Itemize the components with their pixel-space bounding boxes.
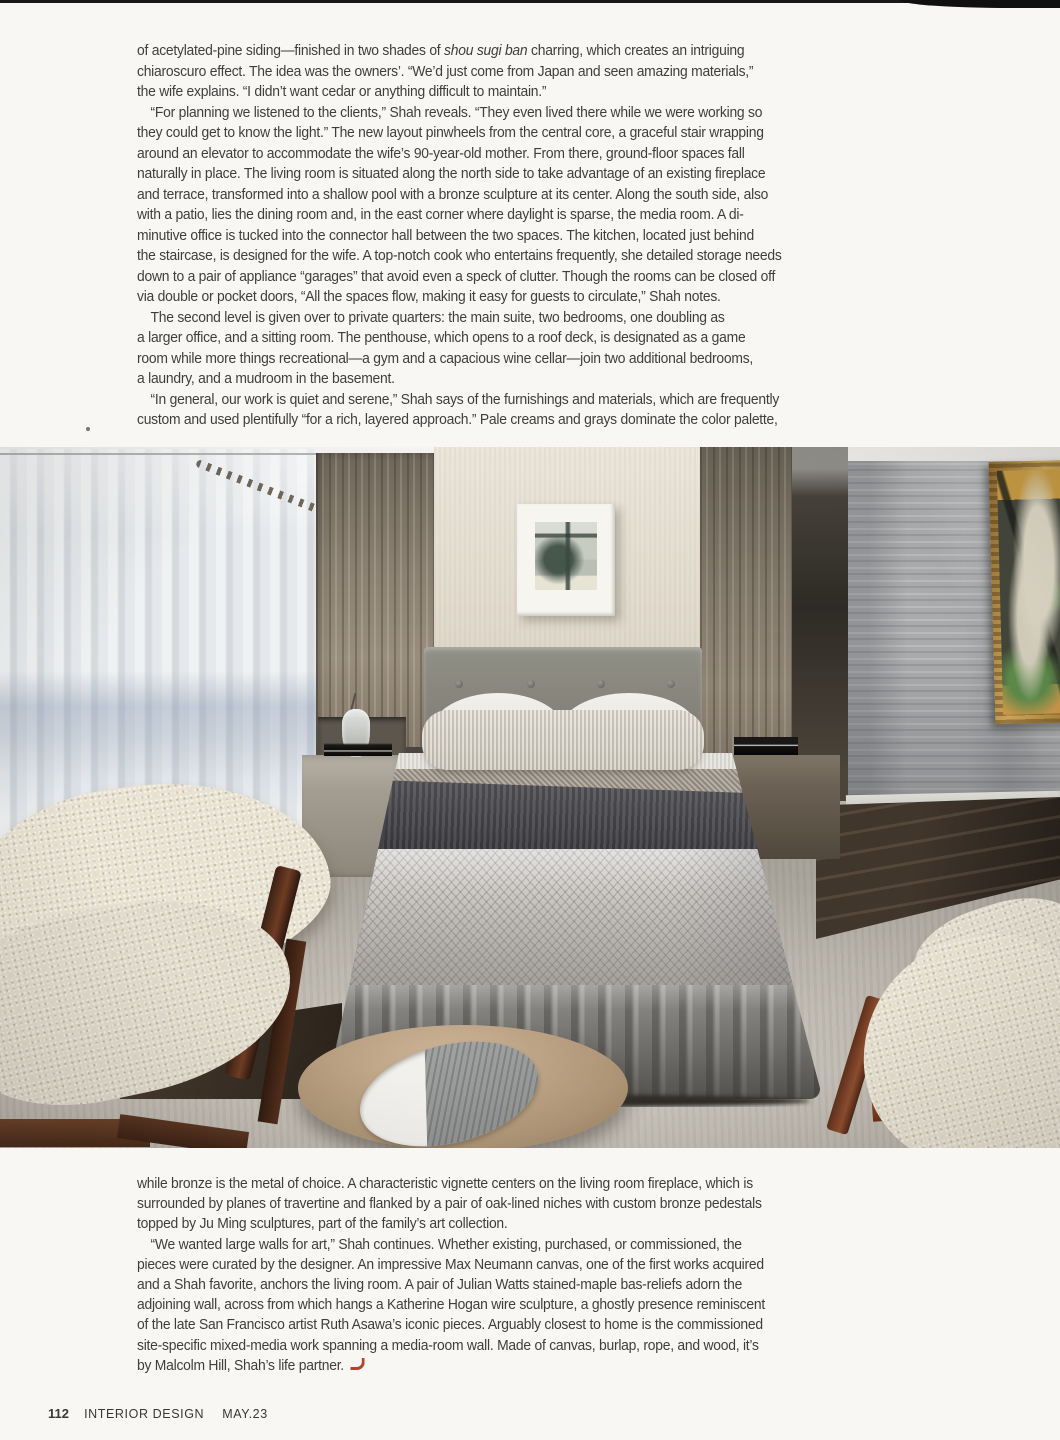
text-line: custom and used plentifully “for a rich, layered approach.” Pale creams and grays dominate the color palette, [137,412,778,428]
text-line: chiaroscuro effect. The idea was the owners’. “We’d just come from Japan and seen amazing materials,” [137,63,754,80]
framed-artwork-above-bed [517,504,615,616]
text-line: room while more things recreational—a gym and a capacious wine cellar—join two additional bedrooms, [137,350,754,367]
paragraph [137,41,782,103]
text-line: around an elevator to accommodate the wife’s 90-year-old mother. From there, ground-floor spaces fall [137,145,745,162]
painting-abstract [997,469,1060,715]
text-line: of the late San Francisco artist Ruth Asawa’s iconic pieces. Arguably closest to home is the commissioned [137,1317,763,1334]
text-line: a laundry, and a mudroom in the basement. [137,371,395,387]
text-line: with a patio, lies the dining room and, in the east corner where daylight is sparse, the media room. A di- [137,207,744,223]
paragraph [137,1235,765,1376]
curtain-track [0,453,322,455]
article-end-mark [351,1358,365,1370]
text-line: minutive office is tucked into the connector hall between the two spaces. The kitchen, located just behind [137,227,754,244]
article-text-bottom [137,1174,765,1376]
paragraph [137,390,782,431]
quilted-coverlet [328,849,820,989]
text-line: naturally in place. The living room is situated along the north side to take advantage of an existing fireplace [137,166,766,182]
article-text-top [137,41,782,431]
text-line: “We wanted large walls for art,” Shah continues. Whether existing, purchased, or commissioned, the [150,1236,742,1253]
text-line: surrounded by planes of travertine and flanked by a pair of oak-lined niches with custom bronze pedestals [137,1196,762,1213]
text-line: “For planning we listened to the clients,” Shah reveals. “They even lived there while we were working so [150,104,763,121]
text-line: site-specific mixed-media work spanning a media-room wall. Made of canvas, burlap, rope, and wood, it’s [137,1337,759,1354]
text-line: and terrace, transformed into a shallow pool with a bronze sculpture at its center. Along the south side, also [137,186,769,203]
books-right-nightstand [734,737,798,755]
text-line: and a Shah favorite, anchors the living room. A pair of Julian Watts stained-maple bas-reliefs adorn the [137,1276,743,1293]
paragraph [137,308,782,390]
text-line: of acetylated-pine siding—finished in two shades of shou sugi ban charring, which creates an intriguing [137,43,745,59]
text-line: the staircase, is designed for the wife. A top-notch cook who entertains frequently, she detailed storage needs [137,248,782,264]
text-line: via double or pocket doors, “All the spaces flow, making it easy for guests to circulate,” Shah notes. [137,289,721,305]
text-line: The second level is given over to private quarters: the main suite, two bedrooms, one doubling as [150,309,725,326]
bolster-pillow [422,710,704,770]
text-line: topped by Ju Ming sculptures, part of the family’s art collection. [137,1216,508,1233]
page-number: 112 [48,1406,69,1421]
page-footer [48,1406,268,1421]
paragraph [137,103,782,308]
text-line: the wife explains. “I didn’t want cedar or anything difficult to maintain.” [137,84,547,100]
text-line: pieces were curated by the designer. An impressive Max Neumann canvas, one of the first works acquired [137,1256,764,1273]
text-line: a larger office, and a sitting room. The penthouse, which opens to a roof deck, is designated as a game [137,330,746,346]
bedroom-photo [0,447,1060,1148]
gold-framed-painting [989,460,1060,724]
scan-edge-corner [900,0,1060,8]
text-line: adjoining wall, across from which hangs a Katherine Hogan wire sculpture, a ghostly presence reminiscent [137,1297,765,1314]
text-line: while bronze is the metal of choice. A characteristic vignette centers on the living room fireplace, which is [137,1176,753,1192]
text-line: down to a pair of appliance “garages” that avoid even a speck of clutter. Though the rooms can be closed off [137,268,776,285]
text-line: they could get to know the light.” The new layout pinwheels from the central core, a graceful stair wrapping [137,125,764,141]
magazine-name: INTERIOR DESIGN [84,1407,205,1421]
text-line: “In general, our work is quiet and serene,” Shah says of the furnishings and materials, which are frequently [150,391,780,408]
artwork-abstract [535,522,597,590]
paragraph [137,1174,765,1235]
doorway-shadow [792,447,848,801]
books-left-nightstand [324,743,392,756]
text-line: by Malcolm Hill, Shah’s life partner. [137,1356,765,1376]
issue-date: MAY.23 [222,1407,268,1421]
print-speck [86,427,90,431]
